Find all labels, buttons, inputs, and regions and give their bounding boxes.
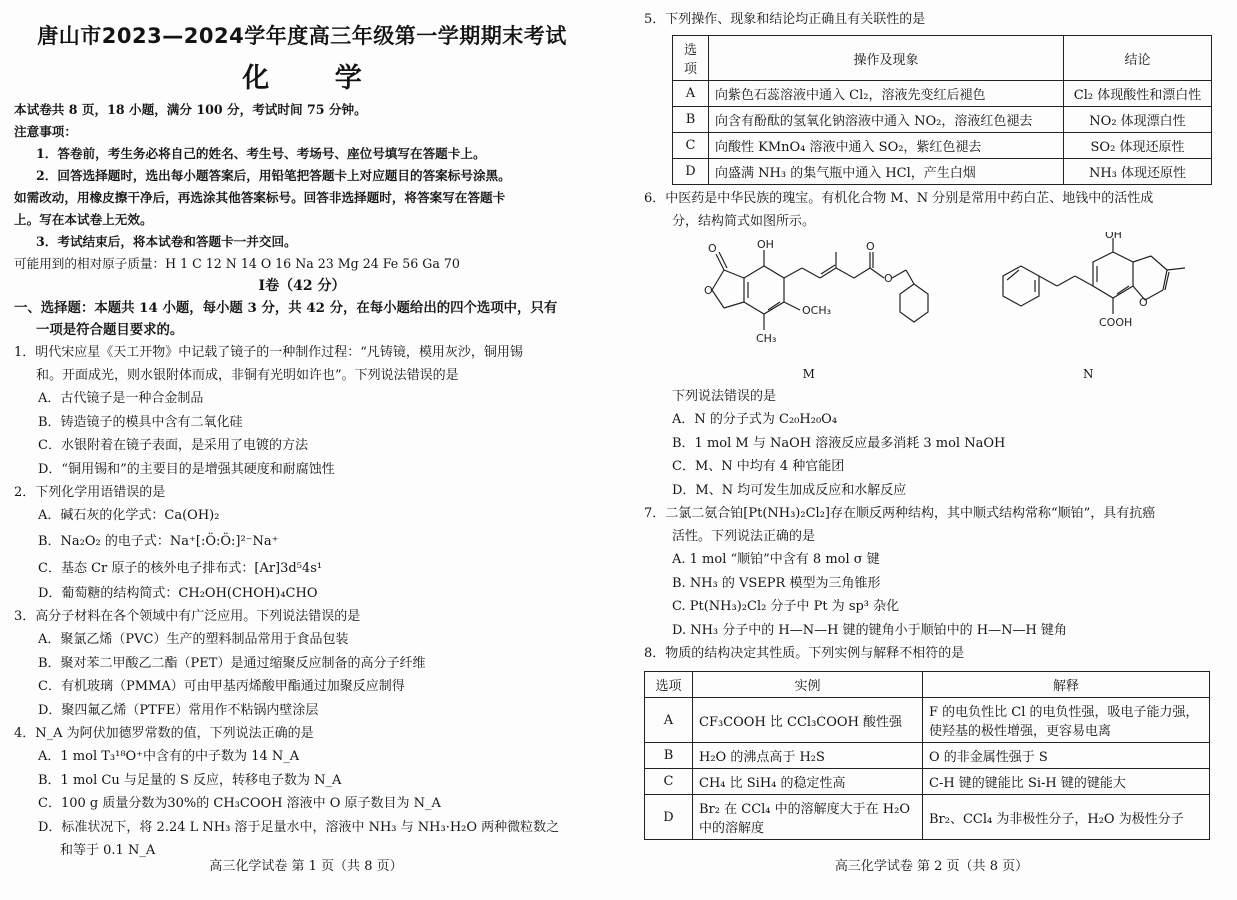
q8-stem: 8．物质的结构决定其性质。下列实例与解释不相符的是: [644, 646, 965, 661]
exam-info: 本试卷共 8 页，18 小题，满分 100 分，考试时间 75 分钟。: [14, 102, 367, 117]
q7-stem-b: 活性。下列说法正确的是: [672, 529, 816, 544]
q7-option-b: B. NH₃ 的 VSEPR 模型为三角锥形: [672, 575, 881, 591]
molecule-m: [684, 238, 934, 381]
q3-option-c: C．有机玻璃（PMMA）可由甲基丙烯酸甲酯通过加聚反应制得: [38, 679, 405, 694]
m-oxygen-ester: O: [865, 240, 875, 253]
q2-option-a: A．碱石灰的化学式：Ca(OH)₂: [38, 508, 220, 523]
table-row: [645, 795, 1210, 840]
table-row: [645, 698, 1210, 743]
m-methoxy: OCH₃: [801, 304, 831, 317]
q8-cell: C-H 键的键能比 Si-H 键的键能大: [923, 769, 1210, 795]
part-instruction-b: 一项是符合题目要求的。: [36, 322, 184, 338]
q8-table-header: [645, 672, 1210, 698]
q1-option-d: D．“铜用锡和”的主要目的是增强其硬度和耐腐蚀性: [38, 461, 335, 477]
q7-option-a: A. 1 mol “顺铂”中含有 8 mol σ 键: [672, 552, 880, 567]
molecule-m-structure: [684, 238, 934, 363]
q8-cell: CH₄ 比 SiH₄ 的稳定性高: [693, 769, 923, 795]
n-oxygen: O: [1139, 296, 1148, 309]
q5-table: [672, 35, 1212, 185]
note-3: 3．考试结束后，将本试卷和答题卡一并交回。: [36, 234, 297, 249]
note-2b: 如需改动，用橡皮擦干净后，再选涂其他答案标号。回答非选择题时，将答案写在答题卡: [14, 190, 506, 205]
q2-option-b: B．Na₂O₂ 的电子式：Na⁺[:Ö:Ö:]²⁻Na⁺: [38, 533, 279, 549]
note-2c: 上。写在本试卷上无效。: [14, 212, 153, 227]
q3-option-b: B．聚对苯二甲酸乙二酯（PET）是通过缩聚反应制备的高分子纤维: [38, 655, 426, 671]
m-methyl: CH₃: [755, 332, 777, 345]
q4-stem: 4．N_A 为阿伏加德罗常数的值，下列说法正确的是: [14, 726, 314, 741]
molecule-n: [973, 232, 1203, 381]
q8-cell: H₂O 的沸点高于 H₂S: [693, 743, 923, 769]
q5-header-conclusion: 结论: [1064, 36, 1212, 81]
q7-option-c: C. Pt(NH₃)₂Cl₂ 分子中 Pt 为 sp³ 杂化: [672, 599, 900, 614]
m-oxygen-ring: O: [703, 284, 713, 297]
q1-stem-a: 1．明代宋应星《天工开物》中记载了镜子的一种制作过程：“凡铸镜，模用灰沙，铜用锡: [14, 345, 523, 360]
q6-question: 下列说法错误的是: [672, 389, 777, 404]
q5-cell: 向盛满 NH₃ 的集气瓶中通入 HCl，产生白烟: [709, 159, 1064, 185]
q8-cell: CF₃COOH 比 CCl₃COOH 酸性强: [693, 698, 923, 743]
q7-option-d: D. NH₃ 分子中的 H—N—H 键的键角小于顺铂中的 H—N—H 键角: [672, 622, 1067, 638]
molecule-n-label: N: [1083, 367, 1094, 381]
q5-table-header: [673, 36, 1212, 81]
q8-cell: Br₂ 在 CCl₄ 中的溶解度大于在 H₂O 中的溶解度: [693, 795, 923, 840]
table-row: [645, 743, 1210, 769]
q8-header-option: 选项: [645, 672, 693, 698]
q5-cell: SO₂ 体现还原性: [1064, 133, 1212, 159]
q3-option-d: D．聚四氟乙烯（PTFE）常用作不粘锅内壁涂层: [38, 702, 319, 718]
table-row: [673, 159, 1212, 185]
n-hydroxyl: OH: [1105, 232, 1123, 241]
q7-stem-a: 7．二氯二氨合铂[Pt(NH₃)₂Cl₂]存在顺反两种结构，其中顺式结构常称“顺铂”，具有抗癌: [644, 506, 1156, 521]
q6-option-c: C．M、N 中均有 4 种官能团: [672, 459, 845, 474]
q1-option-c: C．水银附着在镜子表面，是采用了电镀的方法: [38, 438, 308, 453]
q4-option-c: C．100 g 质量分数为30%的 CH₃COOH 溶液中 O 原子数目为 N_A: [38, 796, 441, 811]
q1-option-a: A．古代镜子是一种合金制品: [38, 391, 204, 406]
m-oxygen-carbonyl: O: [707, 242, 717, 255]
q3-stem: 3．高分子材料在各个领域中有广泛应用。下列说法错误的是: [14, 609, 361, 624]
q5-cell: Cl₂ 体现酸性和漂白性: [1064, 81, 1212, 107]
q8-table: [644, 671, 1210, 840]
q8-cell: Br₂、CCl₄ 为非极性分子，H₂O 为极性分子: [923, 795, 1210, 840]
q2-stem: 2．下列化学用语错误的是: [14, 485, 166, 500]
q5-cell: B: [673, 107, 709, 133]
note-1: 1．答卷前，考生务必将自己的姓名、考生号、考场号、座位号填写在答题卡上。: [36, 146, 486, 161]
footer-page-1: 高三化学试卷 第 1 页（共 8 页）: [209, 859, 403, 874]
q5-cell: 向含有酚酞的氢氧化钠溶液中通入 NO₂，溶液红色褪去: [709, 107, 1064, 133]
q4-option-d-a: D．标准状况下，将 2.24 L NH₃ 溶于足量水中，溶液中 NH₃ 与 NH₃·H₂O 两种微粒数之: [38, 819, 560, 835]
q5-header-option: 选项: [673, 36, 709, 81]
q5-stem: 5．下列操作、现象和结论均正确且有关联性的是: [644, 12, 926, 27]
q6-option-d: D．M、N 均可发生加成反应和水解反应: [672, 482, 907, 498]
molecule-n-structure: [973, 232, 1203, 357]
q5-cell: NO₂ 体现漂白性: [1064, 107, 1212, 133]
q4-option-b: B．1 mol Cu 与足量的 S 反应，转移电子数为 N_A: [38, 772, 342, 788]
table-row: [645, 769, 1210, 795]
table-row: [673, 133, 1212, 159]
q6-option-a: A．N 的分子式为 C₂₀H₂₀O₄: [672, 412, 838, 427]
q2-option-c: C．基态 Cr 原子的核外电子排布式：[Ar]3d⁵4s¹: [38, 560, 323, 576]
table-row: [673, 107, 1212, 133]
n-carboxyl: COOH: [1099, 316, 1133, 329]
m-hydroxyl: OH: [756, 238, 774, 251]
page-2: [626, 0, 1237, 900]
q5-cell: NH₃ 体现还原性: [1064, 159, 1212, 185]
q5-cell: D: [673, 159, 709, 185]
q5-cell: A: [673, 81, 709, 107]
q6-stem-b: 分，结构简式如图所示。: [672, 214, 816, 229]
q8-cell: F 的电负性比 Cl 的电负性强，吸电子能力强，使羟基的极性增强，更容易电离: [923, 698, 1210, 743]
atomic-masses: 可能用到的相对原子质量：H 1 C 12 N 14 O 16 Na 23 Mg 24 Fe 56 Ga 70: [14, 256, 460, 271]
q5-header-operation: 操作及现象: [709, 36, 1064, 81]
notes-title: 注意事项：: [14, 124, 77, 139]
q1-stem-b: 和。开面成光，则水银附体而成，非铜有光明如许也”。下列说法错误的是: [36, 368, 459, 383]
subject-title: 化 学: [242, 63, 390, 94]
q6-option-b: B．1 mol M 与 NaOH 溶液反应最多消耗 3 mol NaOH: [672, 435, 1006, 451]
part-instruction-a: 一、选择题：本题共 14 小题，每小题 3 分，共 42 分，在每小题给出的四个选项中，只有: [14, 300, 558, 316]
q8-cell: A: [645, 698, 693, 743]
q8-cell: O 的非金属性强于 S: [923, 743, 1210, 769]
molecule-m-label: M: [802, 367, 815, 381]
q4-option-a: A．1 mol T₃¹⁸O⁺中含有的中子数为 14 N_A: [38, 749, 300, 764]
note-2a: 2．回答选择题时，选出每小题答案后，用铅笔把答题卡上对应题目的答案标号涂黑。: [36, 168, 511, 183]
footer-page-2: 高三化学试卷 第 2 页（共 8 页）: [834, 859, 1029, 874]
q5-cell: 向紫色石蕊溶液中通入 Cl₂，溶液先变红后褪色: [709, 81, 1064, 107]
q8-cell: D: [645, 795, 693, 840]
q2-option-d: D．葡萄糖的结构简式：CH₂OH(CHOH)₄CHO: [38, 585, 318, 601]
structures-figure: [664, 232, 1223, 381]
section-heading: Ⅰ卷（42 分）: [258, 278, 346, 294]
q8-header-example: 实例: [693, 672, 923, 698]
q5-cell: C: [673, 133, 709, 159]
q8-cell: B: [645, 743, 693, 769]
table-row: [673, 81, 1212, 107]
q6-stem-a: 6．中医药是中华民族的瑰宝。有机化合物 M、N 分别是常用中药白芷、地钱中的活性成: [644, 191, 1154, 206]
page-1: [0, 0, 612, 900]
q3-option-a: A．聚氯乙烯（PVC）生产的塑料制品常用于食品包装: [38, 632, 349, 647]
q8-header-explanation: 解释: [923, 672, 1210, 698]
exam-title: 唐山市2023—2024学年度高三年级第一学期期末考试: [37, 24, 567, 48]
q1-option-b: B．铸造镜子的模具中含有二氧化硅: [38, 414, 243, 430]
q8-cell: C: [645, 769, 693, 795]
q4-option-d-b: 和等于 0.1 N_A: [60, 843, 156, 858]
m-oxygen-ether: O: [883, 272, 893, 285]
q5-cell: 向酸性 KMnO₄ 溶液中通入 SO₂，紫红色褪去: [709, 133, 1064, 159]
